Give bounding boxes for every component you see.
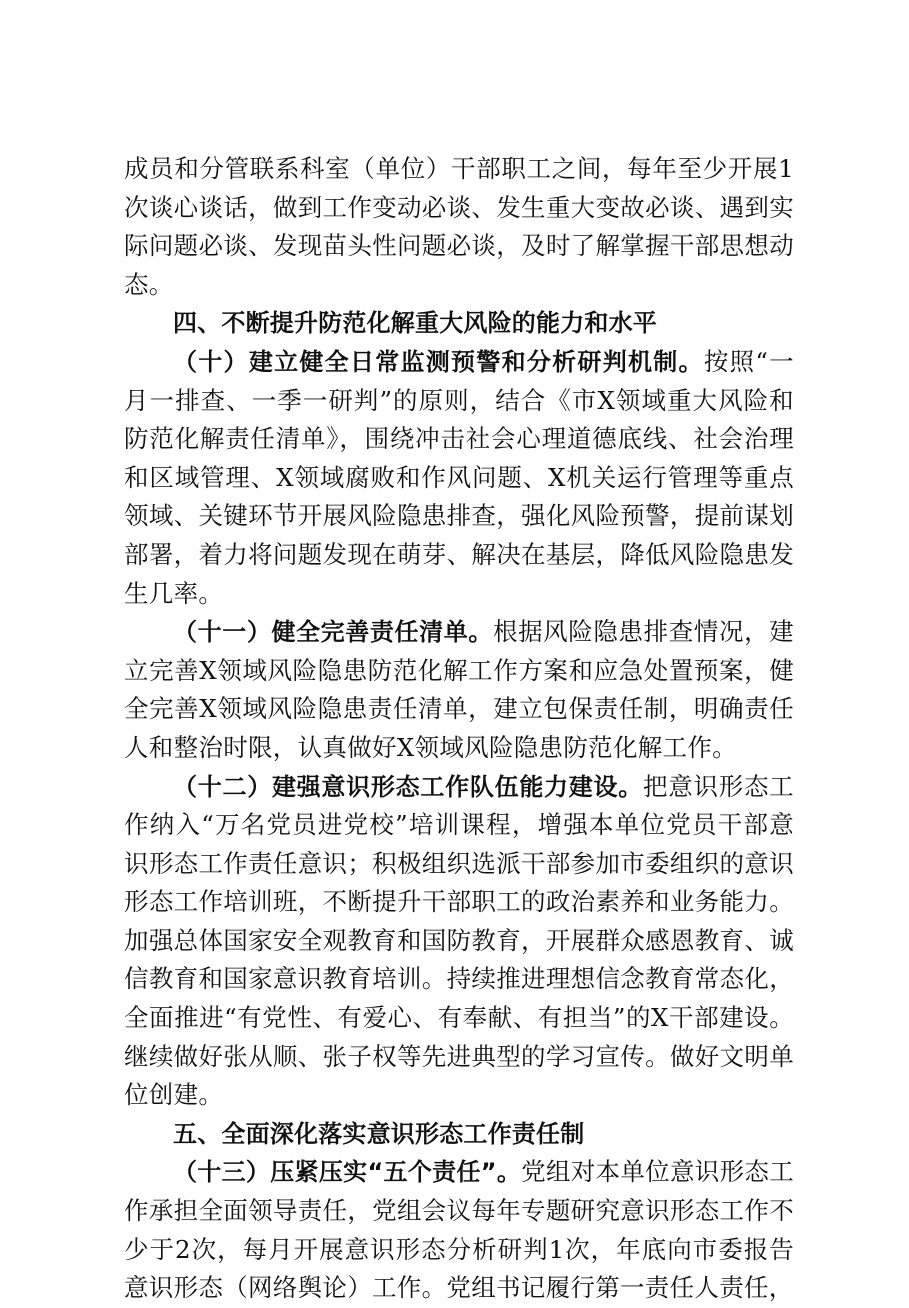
paragraph-item-10	[124, 343, 794, 613]
paragraph-text: 成员和分管联系科室（单位）干部职工之间，每年至少开展1次谈心谈话，做到工作变动必谈、发生重大变故必谈、遇到实际问题必谈、发现苗头性问题必谈，及时了解掌握干部思想动态。	[124, 154, 794, 299]
section-heading-4	[124, 304, 794, 343]
section-heading-5	[124, 1115, 794, 1154]
paragraph-item-12	[124, 768, 794, 1115]
paragraph-item-13	[124, 1153, 794, 1307]
paragraph-talks	[124, 150, 794, 304]
heading-text: 四、不断提升防范化解重大风险的能力和水平	[173, 309, 657, 338]
item-lead: （十）建立健全日常监测预警和分析研判机制。	[173, 347, 704, 376]
heading-text: 五、全面深化落实意识形态工作责任制	[173, 1119, 585, 1148]
paragraph-item-11	[124, 613, 794, 767]
paragraph-text: 把意识形态工作纳入“万名党员进党校”培训课程，增强本单位党员干部意识形态工作责任意识；积极组织选派干部参加市委组织的意识形态工作培训班，不断提升干部职工的政治素养和业务能力。加强总体国家安全观教育和国防教育，开展群众感恩教育、诚信教育和国家意识教育培训。持续推进理想信念教育常态化，全面推进“有党性、有爱心、有奉献、有担当”的X干部建设。继续做好张从顺、张子权等先进典型的学习宣传。做好文明单位创建。	[124, 771, 794, 1110]
paragraph-text: 党组对本单位意识形态工作承担全面领导责任，党组会议每年专题研究意识形态工作不少于2次，每月开展意识形态分析研判1次，年底向市委报告意识形态（网络舆论）工作。党组书记履行第一责任人责任，	[124, 1157, 794, 1303]
document-page	[124, 150, 794, 1308]
item-lead: （十二）建强意识形态工作队伍能力建设。	[173, 772, 643, 801]
paragraph-text: 按照“一月一排查、一季一研判”的原则，结合《市X领域重大风险和防范化解责任清单》，围绕冲击社会心理道德底线、社会治理和区域管理、X领域腐败和作风问题、X机关运行管理等重点领域、关键环节开展风险隐患排查，强化风险预警，提前谋划部署，着力将问题发现在萌芽、解决在基层，降低风险隐患发生几率。	[124, 346, 794, 608]
paragraph-text: 根据风险隐患排查情况，建立完善X领域风险隐患防范化解工作方案和应急处置预案，健全完善X领域风险隐患责任清单，建立包保责任制，明确责任人和整治时限，认真做好X领域风险隐患防范化解工作。	[124, 617, 794, 762]
item-lead: （十三）压紧压实“五个责任”。	[173, 1158, 522, 1187]
item-lead: （十一）健全完善责任清单。	[173, 618, 493, 647]
